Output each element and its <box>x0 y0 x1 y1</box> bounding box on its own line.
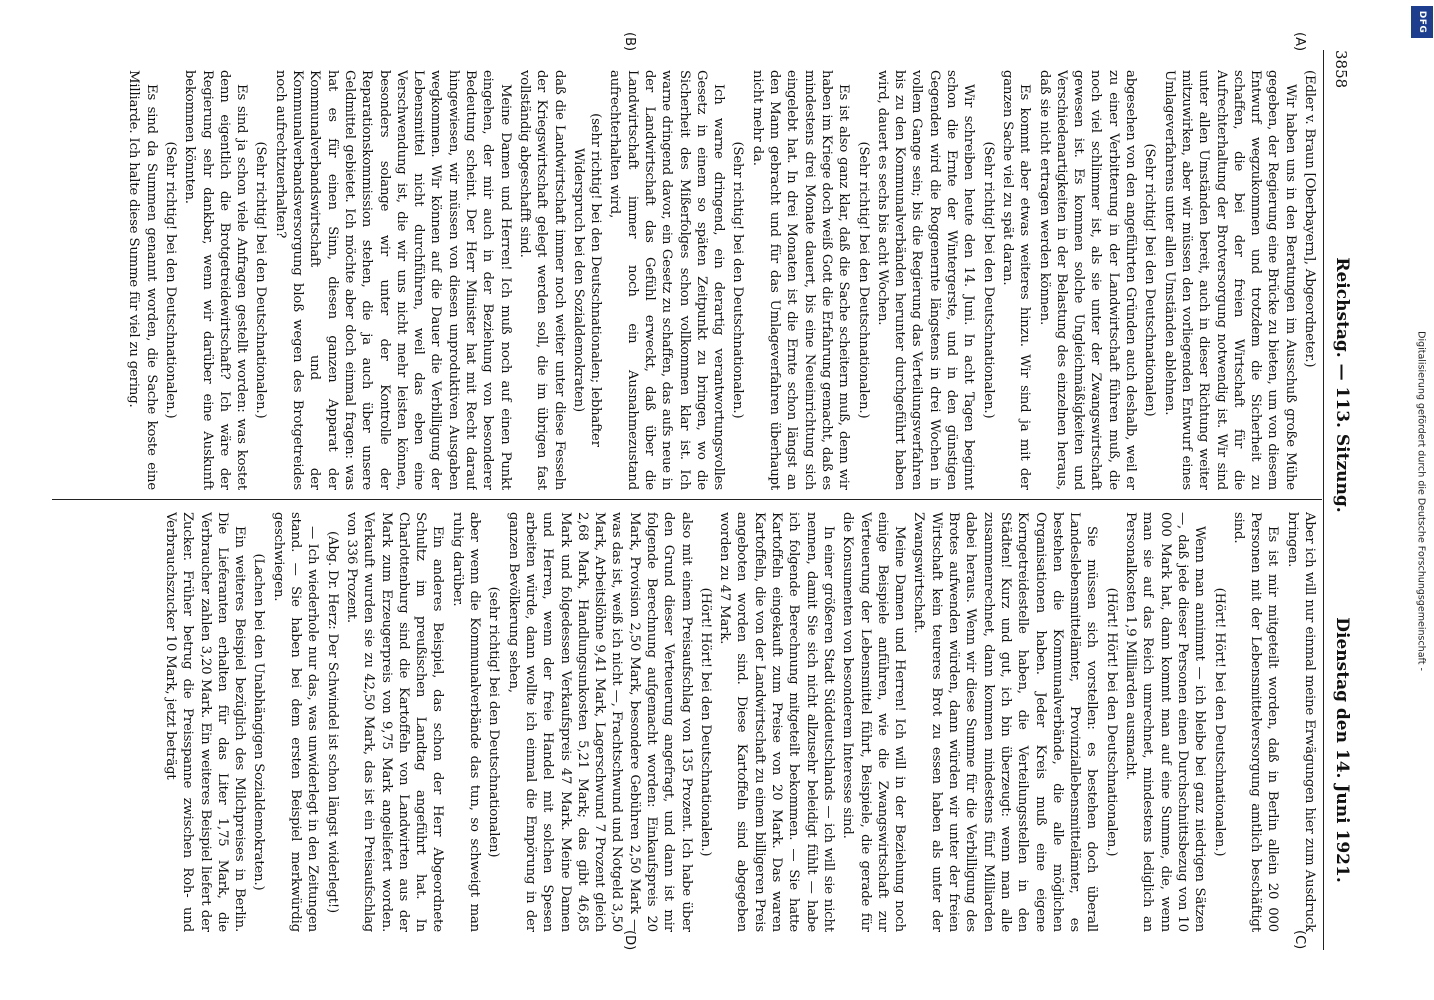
paragraph: Meine Damen und Herren! Ich will in der Beziehung noch einige Beispiele anführen, wie die Zwangswirtschaft zur Verteuerung der Lebensmittel führt, Beispiele, die gerade für die Konsumenten von besonderem Interesse sind. <box>840 512 908 932</box>
paragraph: Aber ich will nur einmal meine Erwägungen hier zum Ausdruck bringen. <box>1284 512 1317 932</box>
paragraph: Es kommt aber etwas weiteres hinzu. Wir sind ja mit der ganzen Sache viel zu spät daran. <box>999 70 1033 490</box>
interjection: (sehr richtig! bei den Deutschnationalen; lebhafter Widerspruch bei den Sozialdemokraten) <box>570 113 604 447</box>
interjection: (sehr richtig! bei den Deutschnationalen) <box>486 586 502 858</box>
margin-mark-a: (A) <box>1292 32 1307 52</box>
dfg-logo <box>1411 6 1433 38</box>
paragraph: daß die Landwirtschaft immer noch weiter unter diese Fesseln der Kriegswirtschaft gelegt werden soll, die im übrigen fast vollständig abgeschafft sind. <box>516 70 567 490</box>
paragraph: abgesehen von den angeführten Gründen auch deshalb, weil er zu einer Verbitterung in der Landwirtschaft führen muß, die noch viel schlimmer ist, als sie unter der Zwangswirtschaft gewesen ist. Es kommen solche Ungleichmäßigkeiten und Verschiedenartigkeiten in der Belastung des einzelnen heraus, daß sie nicht ertragen werden können. <box>1036 70 1139 490</box>
right-column <box>52 512 1318 932</box>
newspaper-page <box>52 32 1382 951</box>
digitization-note <box>1412 6 1430 996</box>
paragraph: (Edler v. Braun [Oberbayern], Abgeordneter.) <box>1302 70 1317 368</box>
interjection: (Sehr richtig! bei den Deutschnationalen.) <box>855 141 871 419</box>
margin-mark-c: (C) <box>1292 930 1307 950</box>
header-left-title: Reichstag. — 113. Sitzung. <box>1332 257 1352 513</box>
interjection: (Hört! Hört! bei den Deutschnationalen.) <box>1103 587 1119 857</box>
dfg-logo-text: DFG <box>1417 10 1427 34</box>
paragraph: Wenn man annimmt — ich bleibe bei ganz niedrigen Sätzen —, daß jede dieser Personen einen Durchschnittsbezug von 10 000 Mark hat, dann kommt man auf eine Summe, die, wenn man sie auf das Reich umrechnet, mindestens lediglich an Personalkosten 1,9 Milliarden ausmacht. <box>1123 512 1208 932</box>
paragraph: Ich warne dringend, ein derartig verantwortungsvolles Gesetz in einem so späten Zeitpunkt zu bringen, wo die Sicherheit des Mißerfolges schon vollkommen klar ist. Ich warne dringend davor, ein Gesetz zu schaffen, das aufs neue in der Landwirtschaft das Gefühl erweckt, daß über die Landwirtschaft immer noch ein Ausnahmezustand aufrechterhalten wird, <box>607 70 727 490</box>
paragraph: Meine Damen und Herren! Ich muß noch auf einen Punkt eingehen, der mir auch in der Beziehung von besonderer Bedeutung scheint. Der Herr Minister hat mit Recht darauf hingewiesen, wir müssen von diesen unproduktiven Ausgaben wegkommen. Wir können auf die Dauer die Verbilligung der Lebensmittel nicht durchführen, weil das eben eine Verschwendung ist, die wir uns nicht mehr leisten können, besonders solange wir unter der Kontrolle der Reparationskommission stehen, die ja auch über unsere Geldmittel gebietet. Ich möchte aber doch einmal fragen: was hat es für einen Sinn, diesen ganzen Apparat der Kommunalverbandswirtschaft und der Kommunalverbandsversorgung bloß wegen des Brotgetreides noch aufrechtzuerhalten? <box>272 70 513 490</box>
margin-mark-d: (D) <box>622 930 637 951</box>
paragraph: Wir haben uns in den Beratungen im Ausschuß große Mühe gegeben, der Regierung eine Brücke zu bieten, um von diesem Entwurf wegzukommen und trotzdem die Sicherheit zu schaffen, die bei der freien Wirtschaft für die Aufrechterhaltung der Brotversorgung notwendig ist. Wir sind unter allen Umständen bereit, auch in dieser Richtung weiter mitzuwirken, aber wir müssen den vorliegenden Entwurf eines Umlageverfahrens unter allen Umständen ablehnen. <box>1161 70 1298 490</box>
interjection: (Sehr richtig! bei den Deutschnationalen) <box>1142 143 1158 417</box>
paragraph: Es ist mir mitgeteilt worden, daß in Berlin allein 20 000 Personen mit der Lebensmittelversorgung amtlich beschäftigt sind. <box>1230 512 1281 932</box>
paragraph: In einer größeren Stadt Süddeutschlands — ich will sie nicht nennen, damit Sie sich nicht allzusehr beleidigt fühlt — habe ich folgende Berechnung mitgeteilt bekommen. — Sie hatte Kartoffeln eingekauft zum Preise von 20 Mark. Das waren Kartoffeln, die von der Landwirtschaft zu einem billigeren Preis angeboten worden sind. Diese Kartoffeln sind abgegeben worden zu 47 Mark. <box>717 512 836 932</box>
header-right-title: Dienstag den 14. Juni 1921. <box>1332 617 1352 883</box>
paragraph: aber wenn die Kommunalverbände das tun, so schweigt man ruhig darüber. <box>449 512 483 932</box>
interjection: (Abg. Dr. Herz: Der Schwindel ist schon längst widerlegt!) <box>324 531 340 913</box>
interjection: (Sehr richtig! bei den Deutschnationalen.) <box>730 141 746 419</box>
paragraph: Sie müssen sich vorstellen: es bestehen doch überall Landeslebensmittelämter, Provinziallebensmittelämter, es bestehen die Kommunalverbände, die alle möglichen Organisationen haben. Jeder Kreis muß eine eigene Korngetreidestelle haben, die Verteilungsstellen in den Städten! Kurz und gut, ich bin überzeugt: wenn man alle zusammenrechnet, dann kommen mindestens fünf Milliarden dabei heraus. Wenn wir diese Summe für die Verbilligung des Brotes aufwenden würden, dann würden wir unter der freien Wirtschaft kein teureres Brot zu essen haben als unter der Zwangswirtschaft. <box>911 512 1100 932</box>
paragraph: Es sind da Summen genannt worden, die Sache koste eine Milliarde. Ich halte diese Summe für viel zu gering. <box>126 70 159 490</box>
paragraph: — Ich wiederhole nur das, was unwiderlegt in den Zeitungen stand. — Sie haben bei dem ersten Beispiel merkwürdig geschwiegen. <box>270 512 321 932</box>
page-header <box>1326 50 1352 950</box>
digitization-note-text: Digitalisierung gefördert durch die Deutsche Forschungsgemeinschaft - <box>1415 331 1427 671</box>
interjection: (Lachen bei den Unabhängigen Sozialdemokraten.) <box>251 553 267 891</box>
header-rule <box>1323 50 1324 950</box>
paragraph: Ein anderes Beispiel, das schon der Herr Abgeordnete Schultz im preußischen Landtag angeführt hat. In Charlottenburg sind die Kartoffeln von Landwirten aus der Mark zum Erzeugerpreis von 9,75 Mark angeliefert worden. Verkauft wurden sie zu 42,50 Mark, das ist ein Preisaufschlag von 336 Prozent. <box>343 512 446 932</box>
interjection: (Hört! Hört! bei den Deutschnationalen.) <box>1211 587 1227 857</box>
margin-mark-b: (B) <box>622 32 637 52</box>
paragraph: also mit einem Preisaufschlag von 135 Prozent. Ich habe über den Grund dieser Verteuerung angefragt, und dann ist mir folgende Berechnung aufgemacht worden: Einkaufspreis 20 Mark, Provision 2,50 Mark, besondere Gebühren 2,50 Mark — was das ist, weiß ich nicht —, Frachtschwund und Notgeld 3,50 Mark, Arbeitslöhne 9,41 Mark, Lagerschwund 7 Prozent gleich 2,68 Mark, Handlungsunkosten 5,21 Mark; das gibt 46,85 Mark und folgedessen Verkaufspreis 47 Mark. Meine Damen und Herren, wenn der freie Handel mit solchen Spesen arbeiten würde, dann wollte ich einmal die Empörung in der ganzen Bevölkerung sehen, <box>505 512 694 932</box>
left-column <box>52 70 1318 490</box>
page-number: 3858 <box>1332 50 1350 89</box>
paragraph: Es sind ja schon viele Anfragen gestellt worden: was kostet denn eigentlich die Brotgetreidewirtschaft? Ich wäre der Regierung sehr dankbar, wenn wir darüber eine Auskunft bekommen könnten. <box>182 70 250 490</box>
column-divider <box>52 499 1322 500</box>
interjection: (Sehr richtig! bei den Deutschnationalen.) <box>163 141 178 419</box>
interjection: (Hört! Hört! bei den Deutschnationalen.) <box>697 587 713 857</box>
paragraph: Es ist also ganz klar, daß die Sache scheitern muß, denn wir haben im Kriege doch weiß Gott die Erfahrung gemacht, daß es mindestens drei Monate dauert, bis eine Neueinrichtung sich eingelebt hat. In drei Monaten ist die Ernte schon längst an den Mann gebracht und für das Umlageverfahren überhaupt nicht mehr da. <box>749 70 852 490</box>
interjection: (Sehr richtig! bei den Deutschnationalen.) <box>980 141 996 419</box>
paragraph: Wir schreiben heute den 14. Juni. In acht Tagen beginnt schon die Ernte der Wintergerste, und in den günstigen Gegenden wird die Roggenernte längstens in drei Wochen in vollem Gange sein; bis die Regierung das Verteilungsverfahren bis zu den Kommunalverbänden herunter durchgeführt haben wird, dauert es sechs bis acht Wochen. <box>874 70 977 490</box>
interjection: (Sehr richtig! bei den Deutschnationalen.) <box>253 141 269 419</box>
paragraph: Ein weiteres Beispiel bezüglich des Milchpreises in Berlin. Die Lieferanten erhalten für das Liter 1,75 Mark, die Verbraucher zahlen 3,20 Mark. Ein weiteres Beispiel liefert der Zucker. Früher betrug die Preisspanne zwischen Roh- und Verbrauchszucker 10 Mark, jetzt beträgt <box>163 512 248 932</box>
